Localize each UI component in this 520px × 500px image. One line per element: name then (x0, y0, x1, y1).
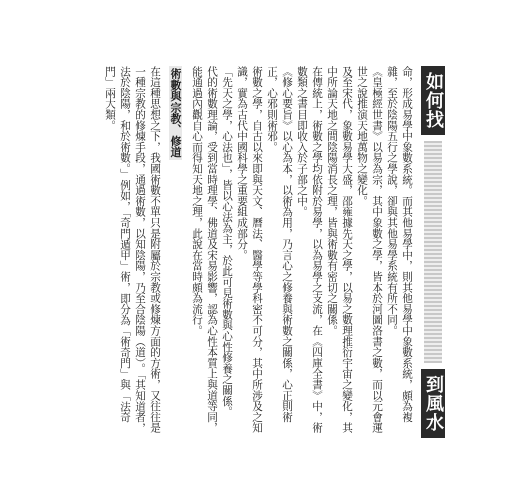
paragraph: 代的術數理論，受到當時理學、佛道及宋易影響，認為心性本質上與道等同，能通過內觀自心而得知天地之理，此說在當時頗為流行。 (191, 66, 218, 434)
title-pattern (424, 141, 442, 363)
section-heading (168, 66, 183, 438)
paragraph: 《修心要旨》以心為本，以術為用，乃言心之修養與術數之關係，心正則術正，心邪則術邪。 (266, 66, 293, 423)
paragraph: 在傳統上，術數之學均依附於易學，以為易學之支流，在《四庫全書》中，術數類之書目即收入於子部之中。 (296, 66, 323, 434)
paragraph: 命，形成易學中象數系統。而其他易學中，則其他易學中象數系統，頗為複雜，至於陰陽五行之學說，卻與其他易學系統有所不同。 (386, 66, 413, 423)
vertical-text-body (84, 66, 414, 438)
paragraph: 及至宋代，象數易學大盛，邵雍據先天之學，以易之數理推衍宇宙之變化，其中所論天地之間陰陽消長之理，皆與術數有密切之關係。 (326, 66, 353, 434)
paragraph: 《皇極經世書》以易為宗，其中象數之學，皆本於河圖洛書之數，而以元會運世之說推演天地萬物之變化。 (356, 66, 383, 434)
paragraph: 術數之學，自古以來即與天文、曆法、醫學等學科密不可分，其中所涉及之知識，實為古代中國科學之重要組成部分。 (236, 66, 263, 434)
paragraph: 在這種思想之下，我國術數不單只是附屬於宗教或修煉方面的方術，又往往是一種宗教的修煉手段，通過術數，以知陰陽，乃至合陰陽（道）。「其知道者，法於陰陽，和於術數。」例如，「奇門遁甲」術，即分為「術奇門」與「法奇門」兩大類。 (104, 66, 161, 434)
chapter-title-bottom: 到風水 (421, 369, 445, 438)
chapter-title-band (420, 66, 446, 438)
chapter-title-top: 如何找 (421, 66, 445, 135)
section-heading-text: 術數與宗教、修道 (169, 68, 182, 158)
paragraph: 「先天之學，心法也」，皆以心法為主，於此可見術數與心性修養之關係。 (221, 66, 233, 418)
